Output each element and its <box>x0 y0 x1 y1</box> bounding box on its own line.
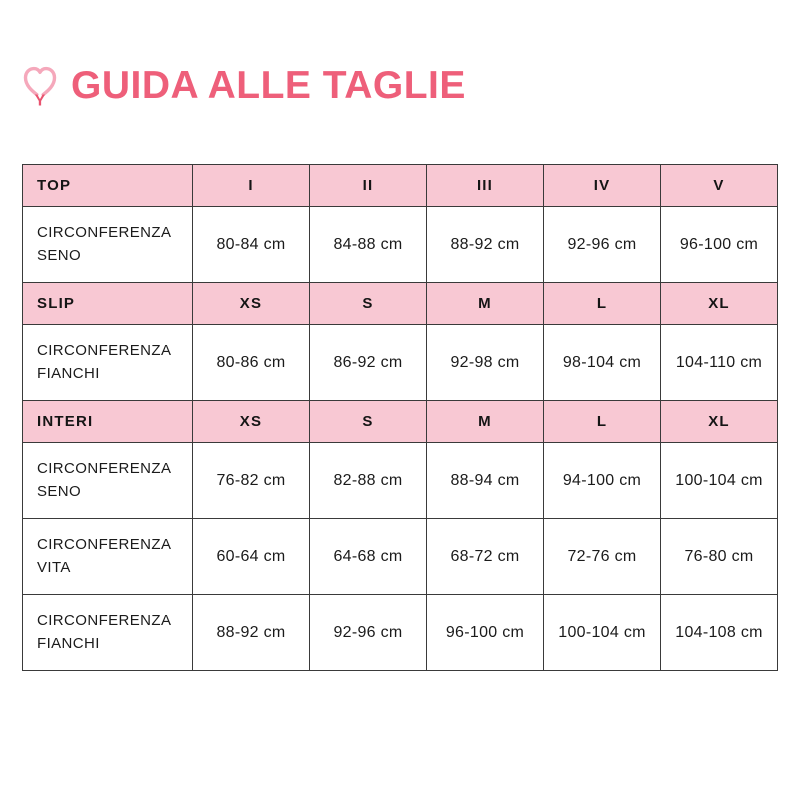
section-header-row-slip <box>23 283 778 325</box>
table-row <box>23 519 778 595</box>
size-col-header: XL <box>661 401 778 443</box>
measure-value: 76-80 cm <box>661 519 778 595</box>
page-header <box>20 63 800 107</box>
measure-value: 82-88 cm <box>310 443 427 519</box>
size-col-header: XL <box>661 283 778 325</box>
size-col-header: IV <box>544 165 661 207</box>
size-guide-table <box>22 164 778 671</box>
measure-label: CIRCONFERENZA VITA <box>23 519 193 595</box>
size-col-header: I <box>193 165 310 207</box>
section-header-row-interi <box>23 401 778 443</box>
heart-y-logo-icon <box>20 63 60 107</box>
size-col-header: II <box>310 165 427 207</box>
size-col-header: S <box>310 283 427 325</box>
measure-value: 88-92 cm <box>427 207 544 283</box>
measure-value: 84-88 cm <box>310 207 427 283</box>
measure-value: 98-104 cm <box>544 325 661 401</box>
section-label: TOP <box>23 165 193 207</box>
size-col-header: XS <box>193 401 310 443</box>
table-row <box>23 443 778 519</box>
measure-value: 104-110 cm <box>661 325 778 401</box>
measure-value: 88-94 cm <box>427 443 544 519</box>
measure-value: 96-100 cm <box>661 207 778 283</box>
table-row <box>23 207 778 283</box>
measure-value: 96-100 cm <box>427 595 544 671</box>
measure-value: 64-68 cm <box>310 519 427 595</box>
measure-value: 88-92 cm <box>193 595 310 671</box>
heart-letter: Y <box>34 92 46 107</box>
measure-label: CIRCONFERENZA SENO <box>23 443 193 519</box>
measure-label: CIRCONFERENZA FIANCHI <box>23 325 193 401</box>
size-col-header: XS <box>193 283 310 325</box>
measure-value: 76-82 cm <box>193 443 310 519</box>
measure-value: 80-86 cm <box>193 325 310 401</box>
table-row <box>23 325 778 401</box>
size-col-header: III <box>427 165 544 207</box>
measure-value: 104-108 cm <box>661 595 778 671</box>
size-col-header: M <box>427 283 544 325</box>
measure-value: 92-98 cm <box>427 325 544 401</box>
section-label: INTERI <box>23 401 193 443</box>
table-row <box>23 595 778 671</box>
measure-value: 80-84 cm <box>193 207 310 283</box>
page-title: GUIDA ALLE TAGLIE <box>71 63 466 107</box>
measure-value: 86-92 cm <box>310 325 427 401</box>
measure-value: 72-76 cm <box>544 519 661 595</box>
measure-value: 60-64 cm <box>193 519 310 595</box>
size-guide-page <box>0 63 800 671</box>
heart-outline-shape <box>26 69 55 95</box>
size-col-header: V <box>661 165 778 207</box>
measure-value: 100-104 cm <box>544 595 661 671</box>
measure-value: 92-96 cm <box>544 207 661 283</box>
section-header-row-top <box>23 165 778 207</box>
measure-label: CIRCONFERENZA SENO <box>23 207 193 283</box>
measure-value: 92-96 cm <box>310 595 427 671</box>
size-col-header: S <box>310 401 427 443</box>
measure-value: 68-72 cm <box>427 519 544 595</box>
measure-value: 100-104 cm <box>661 443 778 519</box>
size-col-header: M <box>427 401 544 443</box>
section-label: SLIP <box>23 283 193 325</box>
measure-value: 94-100 cm <box>544 443 661 519</box>
size-col-header: L <box>544 283 661 325</box>
size-col-header: L <box>544 401 661 443</box>
measure-label: CIRCONFERENZA FIANCHI <box>23 595 193 671</box>
